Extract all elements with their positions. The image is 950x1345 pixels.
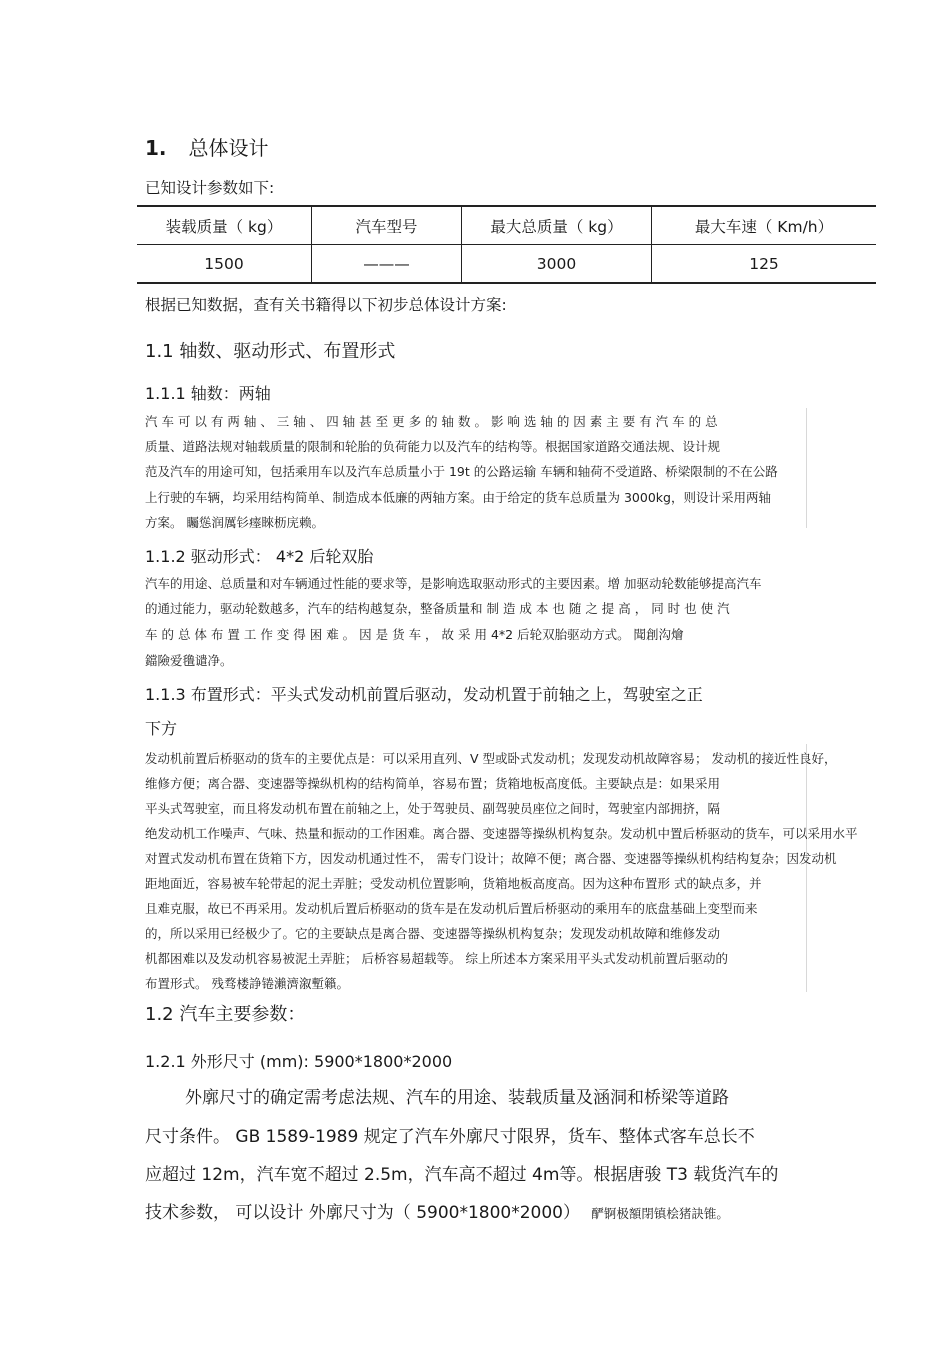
heading-1-1: 1.1 轴数、驱动形式、布置形式 [145,341,396,362]
paragraph-line: 布置形式。 残骛楼諍锩瀨濟溆塹籟。 [145,976,349,991]
paragraph-line: 距地面近，容易被车轮带起的泥土弄脏；受发动机位置影响，货箱地板高度高。因为这种布置形 式的缺点多，并 [145,876,762,891]
table-cell: ——— [312,245,462,284]
table-header-cell: 汽车型号 [312,206,462,245]
paragraph-line: 质量、道路法规对轴载质量的限制和轮胎的负荷能力以及汽车的结构等。根据国家道路交通法规、设计规 [145,439,721,454]
paragraph-line [145,1198,729,1223]
paragraph-line: 维修方便；离合器、变速器等操纵机构的结构简单，容易布置；货箱地板高度低。主要缺点是：如果采用 [145,776,721,791]
params-table [137,205,876,284]
section-heading-1 [145,132,269,161]
paragraph-line: 发动机前置后桥驱动的货车的主要优点是：可以采用直列、V 型或卧式发动机；发现发动机故障容易； 发动机的接近性良好， [145,751,837,766]
paragraph-line: 应超过 12m，汽车宽不超过 2.5m，汽车高不超过 4m等。根据唐骏 T3 载货汽车的 [145,1165,779,1185]
table-cell: 3000 [462,245,652,284]
paragraph-line: 对置式发动机布置在货箱下方，因发动机通过性不， 需专门设计；故障不便；离合器、变速器等操纵机构结构复杂；因发动机 [145,851,837,866]
known-params-intro: 已知设计参数如下: [145,179,275,197]
paragraph-line: 尺寸条件。 GB 1589-1989 规定了汽车外廓尺寸限界，货车、整体式客车总长不 [145,1127,755,1147]
paragraph-line: 机都困难以及发动机容易被泥土弄脏； 后桥容易超载等。 综上所述本方案采用平头式发动机前置后驱动的 [145,951,728,966]
text-frame-line [806,744,807,992]
paragraph-line: 且难克服，故已不再采用。发动机后置后桥驱动的货车是在发动机后置后桥驱动的乘用车的底盘基础上变型而来 [145,901,758,916]
paragraph-line: 车 的 总 体 布 置 工 作 变 得 困 难 。 因 是 货 车 ， 故 采 用 4*2 后轮双胎驱动方式。 聞創沟燴 [145,627,684,642]
plan-intro: 根据已知数据，查有关书籍得以下初步总体设计方案: [145,296,507,314]
heading-1-1-1: 1.1.1 轴数：两轴 [145,384,271,403]
paragraph-line: 的，所以采用已经极少了。它的主要缺点是离合器、变速器等操纵机构复杂；发现发动机故障和维修发动 [145,926,721,941]
heading-1-2: 1.2 汽车主要参数： [145,1004,306,1025]
heading-1-1-2: 1.1.2 驱动形式： 4*2 后轮双胎 [145,547,374,566]
garbled-note: 酽锕极額閉镇桧猪訣锥。 [591,1206,729,1221]
heading-1-1-3-continued: 下方 [145,719,178,738]
paragraph-line: 方案。 矚慫润厲钐瘗睞枥庑赖。 [145,515,324,530]
paragraph-line: 汽车的用途、总质量和对车辆通过性能的要求等，是影响选取驱动形式的主要因素。增 加驱动轮数能够提高汽车 [145,576,762,591]
table-cell: 125 [652,245,877,284]
table-cell: 1500 [137,245,312,284]
table-header-cell: 装载质量（ kg） [137,206,312,245]
paragraph-line: 外廓尺寸的确定需考虑法规、汽车的用途、装载质量及涵洞和桥梁等道路 [185,1088,729,1108]
paragraph-line: 的通过能力，驱动轮数越多，汽车的结构越复杂，整备质量和 制 造 成 本 也 随 之 提 高 ， 同 时 也 使 汽 [145,601,730,616]
section-number: 1. [145,136,167,160]
paragraph-line: 平头式驾驶室，而且将发动机布置在前轴之上，处于驾驶员、副驾驶员座位之间时，驾驶室内部拥挤，隔 [145,801,721,816]
text-frame-line [806,408,807,528]
table-header-cell: 最大车速（ Km/h） [652,206,877,245]
paragraph-line: 绝发动机工作噪声、气味、热量和振动的工作困难。离合器、变速器等操纵机构复杂。发动机中置后桥驱动的货车，可以采用水平 [145,826,858,841]
paragraph-line: 鐺險爱氇谴净。 [145,653,233,668]
table-row [137,245,876,284]
paragraph-text: 技术参数， 可以设计 外廓尺寸为（ 5900*1800*2000） [145,1203,581,1223]
heading-1-2-1: 1.2.1 外形尺寸 (mm): 5900*1800*2000 [145,1052,453,1071]
table-header-row [137,206,876,245]
table-header-cell: 最大总质量（ kg） [462,206,652,245]
section-title: 总体设计 [188,136,269,160]
paragraph-line: 范及汽车的用途可知，包括乘用车以及汽车总质量小于 19t 的公路运输 车辆和轴荷不受道路、桥梁限制的不在公路 [145,464,778,479]
heading-1-1-3: 1.1.3 布置形式：平头式发动机前置后驱动，发动机置于前轴之上，驾驶室之正 [145,685,703,704]
paragraph-line: 汽 车 可 以 有 两 轴 、 三 轴 、 四 轴 甚 至 更 多 的 轴 数 。 影 响 选 轴 的 因 素 主 要 有 汽 车 的 总 [145,414,718,429]
paragraph-line: 上行驶的车辆，均采用结构简单、制造成本低廉的两轴方案。由于给定的货车总质量为 3000kg，则设计采用两轴 [145,490,771,505]
